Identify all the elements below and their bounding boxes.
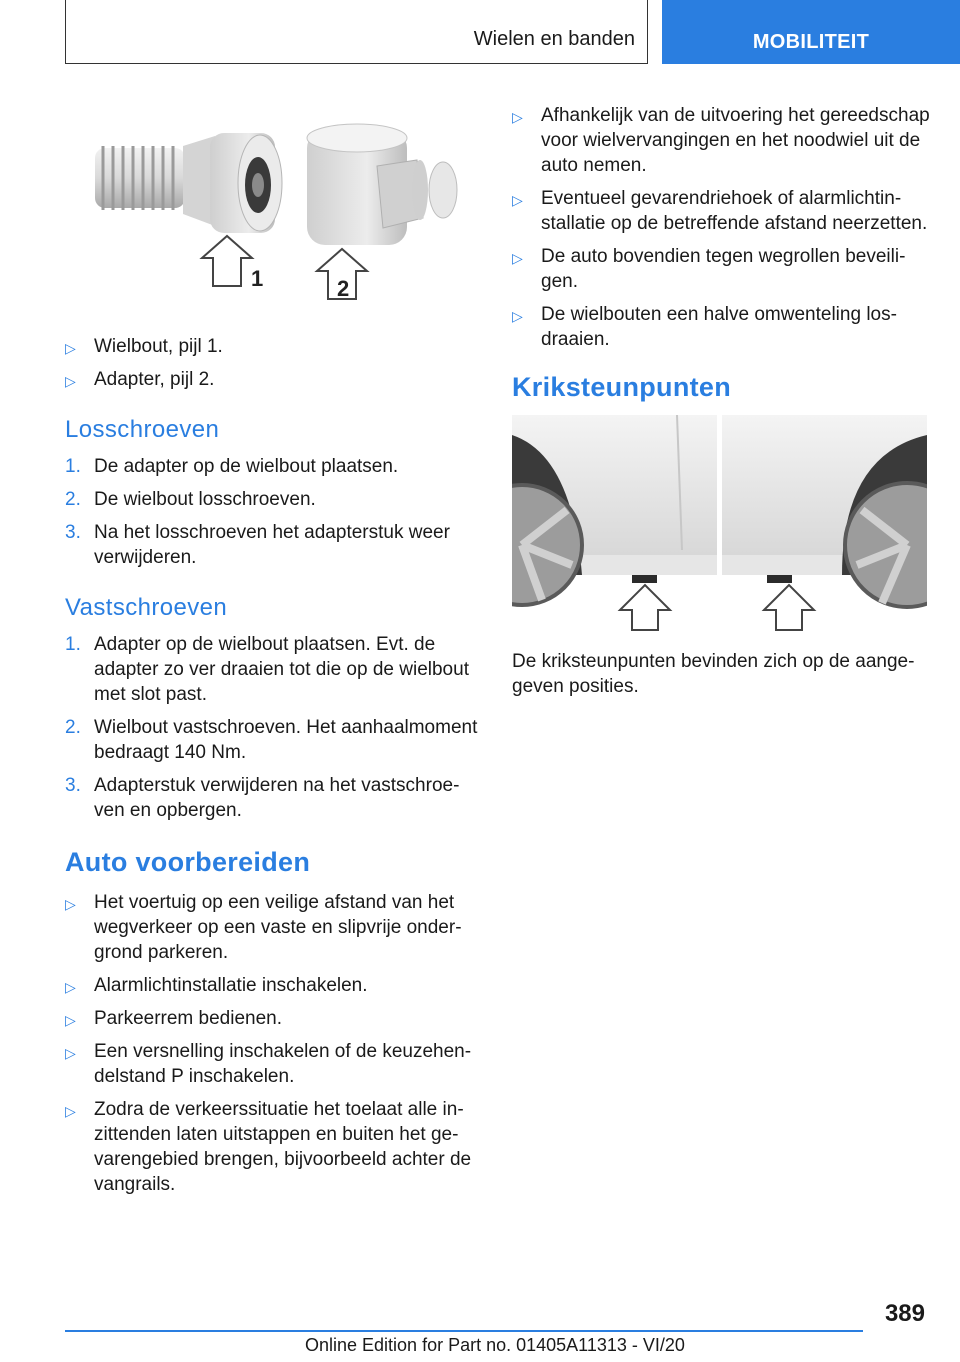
list-item: ▷ Parkeerrem bedienen. — [65, 1006, 480, 1031]
adapter-part — [307, 124, 457, 245]
footer-divider — [65, 1330, 863, 1332]
page-number: 389 — [884, 1300, 925, 1327]
list-item: 1. De adapter op de wielbout plaatsen. — [65, 456, 399, 477]
arrow-2 — [317, 249, 367, 301]
list-item: 2. Wielbout vastschroeven. Het aanhaalmoment bedraagt 140 Nm. — [65, 717, 478, 763]
voorbereiden-list-right — [512, 103, 932, 352]
chapter-title: MOBILITEIT — [752, 30, 870, 53]
figure-jack-points — [512, 415, 927, 635]
triangle-bullet-icon: ▷ — [512, 109, 523, 125]
arrow-1 — [202, 236, 263, 291]
header-section-box — [65, 0, 648, 64]
list-item: ▷ Een versnelling inschakelen of de keuzehendelstand P inschakelen. — [65, 1041, 472, 1087]
triangle-bullet-icon: ▷ — [65, 1103, 76, 1119]
list-item: ▷ Het voertuig op een veilige afstand van het wegverkeer op een vaste en slipvrije ondergrond parkeren. — [65, 892, 462, 963]
list-item: ▷ De auto bovendien tegen wegrollen beveiligen. — [512, 246, 906, 292]
arrow-jack-point-right — [764, 585, 814, 630]
list-item: ▷ Wielbout, pijl 1. — [65, 334, 480, 359]
arrow-label-2: 2 — [337, 276, 350, 301]
figure-wheel-bolt — [65, 108, 480, 318]
heading-auto-voorbereiden: Auto voorbereiden — [65, 847, 311, 877]
losschroeven-steps — [65, 454, 480, 570]
list-item: 1. Adapter op de wielbout plaatsen. Evt. de adapter zo ver draaien tot die op de wielbout met slot past. — [65, 634, 469, 705]
right-column — [512, 103, 932, 699]
footer-edition: Online Edition for Part no. 01405A11313 - VI/20 — [305, 1335, 685, 1355]
heading-kriksteunpunten: Kriksteunpunten — [512, 372, 732, 402]
bolt-head — [183, 133, 282, 233]
list-item: ▷ Adapter, pijl 2. — [65, 367, 480, 392]
triangle-bullet-icon: ▷ — [65, 896, 76, 912]
triangle-bullet-icon: ▷ — [512, 308, 523, 324]
triangle-bullet-icon: ▷ — [512, 250, 523, 266]
heading-vastschroeven: Vastschroeven — [65, 594, 228, 621]
list-item: 3. Na het losschroeven het adapterstuk weer verwijderen. — [65, 522, 450, 568]
voorbereiden-list-left — [65, 890, 480, 1197]
bolt-thread — [95, 146, 185, 210]
jack-points-description: De kriksteunpunten bevinden zich op de aangegeven posities. — [512, 651, 915, 697]
triangle-bullet-icon: ▷ — [512, 192, 523, 208]
car-side-left — [512, 415, 717, 605]
left-column — [65, 108, 480, 1205]
list-item: ▷ Afhankelijk van de uitvoering het gereedschap voor wielvervangingen en het noodwiel uit de auto nemen. — [512, 105, 930, 176]
list-item: ▷ Zodra de verkeerssituatie het toelaat alle inzittenden laten uitstappen en buiten het gevarengebied brengen, bijvoorbeeld achter de vangrails. — [65, 1099, 472, 1195]
vastschroeven-steps — [65, 632, 480, 823]
list-item: 3. Adapterstuk verwijderen na het vastschroeven en opbergen. — [65, 775, 460, 821]
triangle-bullet-icon: ▷ — [65, 340, 76, 356]
chapter-tab[interactable] — [662, 0, 960, 64]
car-side-right — [722, 415, 927, 607]
list-item: 2. De wielbout losschroeven. — [65, 489, 316, 510]
heading-losschroeven: Losschroeven — [65, 416, 220, 443]
triangle-bullet-icon: ▷ — [65, 1012, 76, 1028]
list-item: ▷ Eventueel gevarendriehoek of alarmlichtinstallatie op de betreffende afstand neerzetten. — [512, 188, 928, 234]
list-item: ▷ De wielbouten een halve omwenteling losdraaien. — [512, 304, 897, 350]
jack-points-illustration — [512, 415, 927, 635]
wheel-bolt-illustration — [65, 108, 480, 318]
triangle-bullet-icon: ▷ — [65, 979, 76, 995]
bolt-parts-list — [65, 334, 480, 392]
triangle-bullet-icon: ▷ — [65, 373, 76, 389]
list-item: ▷ Alarmlichtinstallatie inschakelen. — [65, 973, 480, 998]
section-title: Wielen en banden — [473, 28, 635, 50]
arrow-jack-point-left — [620, 585, 670, 630]
triangle-bullet-icon: ▷ — [65, 1045, 76, 1061]
arrow-label-1: 1 — [251, 266, 264, 291]
